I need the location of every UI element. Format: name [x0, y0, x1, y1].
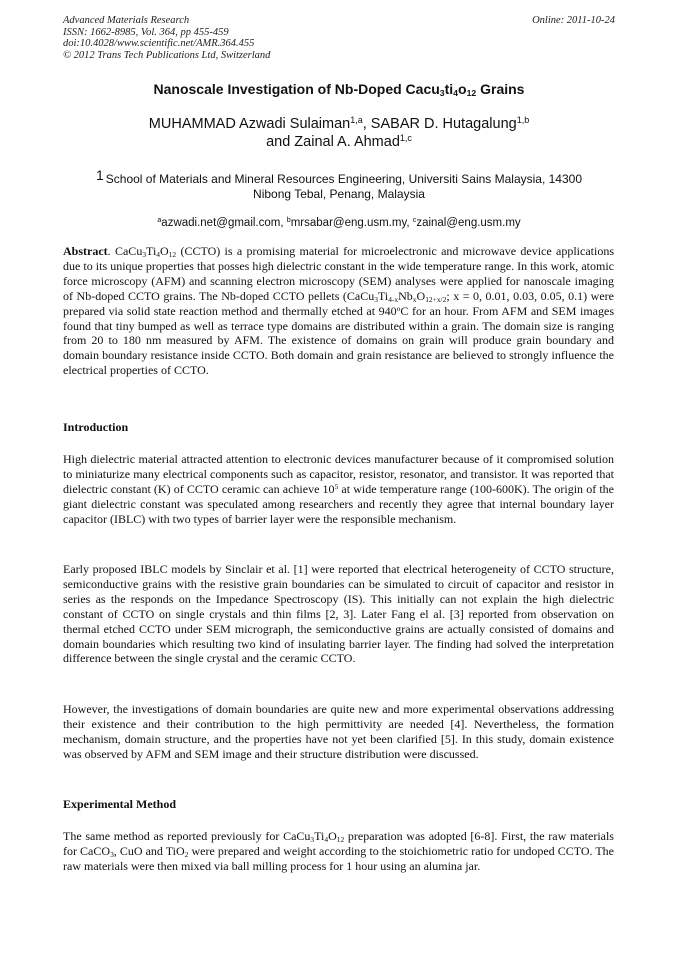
- title-text: ti: [444, 81, 454, 97]
- formula-sub: 3: [142, 249, 147, 259]
- intro-paragraph-2: [63, 562, 614, 666]
- online-date: Online: 2011-10-24: [532, 15, 615, 26]
- abstract-text: C for an hour. From AFM and SEM images found that tiny bumped as well as terrace type domains are distributed within a grain. The domain size is ranging from 20 to 180 nm measured by AFM. The existence of domains on grain will produce grain boundary and domain boundary resistance inside CCTO. Both domain and grain resistance are believed to strongly influence the electrical properties of CCTO.: [63, 303, 614, 378]
- journal-issn: ISSN: 1662-8985, Vol. 364, pp 455-459: [63, 26, 229, 38]
- abstract-label: Abstract: [63, 244, 108, 258]
- abstract-text: Ti: [377, 288, 389, 303]
- affiliation: [63, 168, 615, 202]
- section-heading-introduction: Introduction: [63, 420, 129, 434]
- paragraph-text: O: [328, 829, 337, 843]
- experimental-paragraph-1: [63, 829, 614, 874]
- formula-sub: x: [412, 294, 417, 304]
- email-mark: c: [412, 216, 417, 225]
- author-affil-mark: 1,c: [399, 133, 412, 144]
- abstract-text: . CaCu: [107, 244, 143, 258]
- title-sub: 3: [439, 88, 445, 99]
- author-affil-mark: 1,b: [516, 115, 530, 126]
- formula-sub: 2: [184, 849, 189, 859]
- abstract-text: Nb: [398, 288, 413, 303]
- abstract-text: Ti: [146, 244, 157, 258]
- email-link: azwadi.net@gmail.com,: [161, 217, 287, 229]
- author-name: MUHAMMAD Azwadi Sulaiman: [148, 116, 351, 132]
- paragraph-text: The same method as reported previously for CaCu: [63, 829, 311, 843]
- abstract-text: O: [160, 244, 169, 258]
- abstract-text: O: [416, 288, 426, 303]
- paragraph-text: Early proposed IBLC models by Sinclair et al. [1] were reported that electrical heterogeneity of CCTO structure, semiconductive grains with the resistive grain boundaries can be simulated to circuit of capacitor and resistor in series as the responds on the Impedance Spectroscopy (IS). This initially can not explain the high dielectric constant of CCTO on single crystals and thin films [2, 3]. Later Fang el al. [3] reported from observation on thermal etched CCTO under SEM micrograph, the semiconductive grains are actually consisted of domains and domain boundaries which resulting two kind of insulating barrier layer. The finding had solved the interpretation difference between the single crystal and the ceramic CCTO.: [63, 562, 614, 666]
- formula-sub: 3: [374, 294, 378, 304]
- email-link: zainal@eng.usm.my: [416, 217, 521, 229]
- paper-title: [63, 80, 615, 98]
- paragraph-text: at wide temperature range (100-600K). The origin of the giant dielectric constant was speculated among researchers and recently they agree that internal boundary layer capacitor (IBLC) with two types of barrier layer were the responsible mechanism.: [63, 481, 615, 526]
- intro-paragraph-3: [63, 702, 614, 762]
- affiliation-number: 1: [95, 167, 104, 183]
- formula-sub: 3: [310, 834, 315, 844]
- title-sub: 12: [466, 88, 477, 99]
- exponent-sup: 5: [334, 481, 339, 491]
- title-sub: 4: [453, 88, 458, 99]
- formula-sub: 3: [110, 849, 114, 859]
- paragraph-text: Ti: [314, 829, 325, 843]
- author-affil-mark: 1,a: [350, 115, 363, 126]
- paragraph-text: , CuO and TiO: [113, 843, 185, 858]
- formula-sub: 4: [324, 834, 329, 844]
- title-text: o: [458, 81, 467, 97]
- abstract-text: (CCTO) is a promising material for microelectronic and microwave device applications due to its unique properties that posses high dielectric constant in the wide temperature range. In this work, atomic force microscopy (AFM) and scanning electron microscopy (SEM) analyses were applied for nanoscale imaging of Nb-doped CCTO grains. The Nb-doped CCTO pellets (CaCu: [63, 244, 614, 303]
- affiliation-line: School of Materials and Mineral Resources Engineering, Universiti Sains Malaysia, 14300: [105, 172, 583, 186]
- paragraph-text: However, the investigations of domain boundaries are quite new and more experimental observations addressing their existence and their contribution to the high permittivity are needed [4]. Nevertheless, the formation mechanism, domain structure, and the properties have not yet been clarified [5]. In this study, domain existence was observed by AFM and SEM image and their structure distribution were discussed.: [63, 702, 614, 761]
- degree-sup: o: [396, 303, 401, 313]
- formula-sub: 12+x/2: [425, 294, 447, 304]
- title-text: Grains: [476, 81, 525, 97]
- journal-header: [63, 15, 615, 61]
- author-name: , SABAR D. Hutagalung: [362, 116, 517, 132]
- email-mark: a: [157, 216, 162, 225]
- paragraph-text: preparation was adopted [6-8]. First, the raw materials for CaCO: [63, 829, 614, 858]
- paragraph-text: High dielectric material attracted attention to electronic devices manufacturer because of it compromised solution to miniaturize many electrical components such as capacitor, resistor, resonator, and transistor. It was reported that dielectric constant (K) of CCTO ceramic can achieve 10: [63, 452, 614, 496]
- formula-sub: 12: [168, 249, 177, 259]
- journal-name: Advanced Materials Research: [63, 15, 190, 26]
- journal-copyright: © 2012 Trans Tech Publications Ltd, Switzerland: [63, 49, 271, 61]
- intro-paragraph-1: [63, 452, 614, 527]
- formula-sub: 4-x: [388, 294, 399, 304]
- author-name: and Zainal A. Ahmad: [266, 134, 400, 150]
- paragraph-text: were prepared and weight according to the stoichiometric ratio for undoped CCTO. The raw materials were then mixed via ball milling process for 1 hour using an alumina jar.: [63, 843, 614, 873]
- abstract: [63, 244, 614, 378]
- email-link: mrsabar@eng.usm.my,: [290, 217, 413, 229]
- abstract-text: ; x = 0, 0.01, 0.03, 0.05, 0.1) were prepared via solid state reaction method and thermally etched at 940: [63, 288, 614, 318]
- email-mark: b: [286, 216, 291, 225]
- section-heading-experimental: Experimental Method: [63, 797, 176, 811]
- title-text: Nanoscale Investigation of Nb-Doped Cacu: [153, 81, 440, 97]
- author-emails: [63, 216, 615, 230]
- affiliation-line: Nibong Tebal, Penang, Malaysia: [253, 187, 425, 201]
- formula-sub: 12: [336, 834, 345, 844]
- formula-sub: 4: [156, 249, 161, 259]
- journal-doi: doi:10.4028/www.scientific.net/AMR.364.455: [63, 38, 255, 49]
- author-list: [63, 115, 615, 151]
